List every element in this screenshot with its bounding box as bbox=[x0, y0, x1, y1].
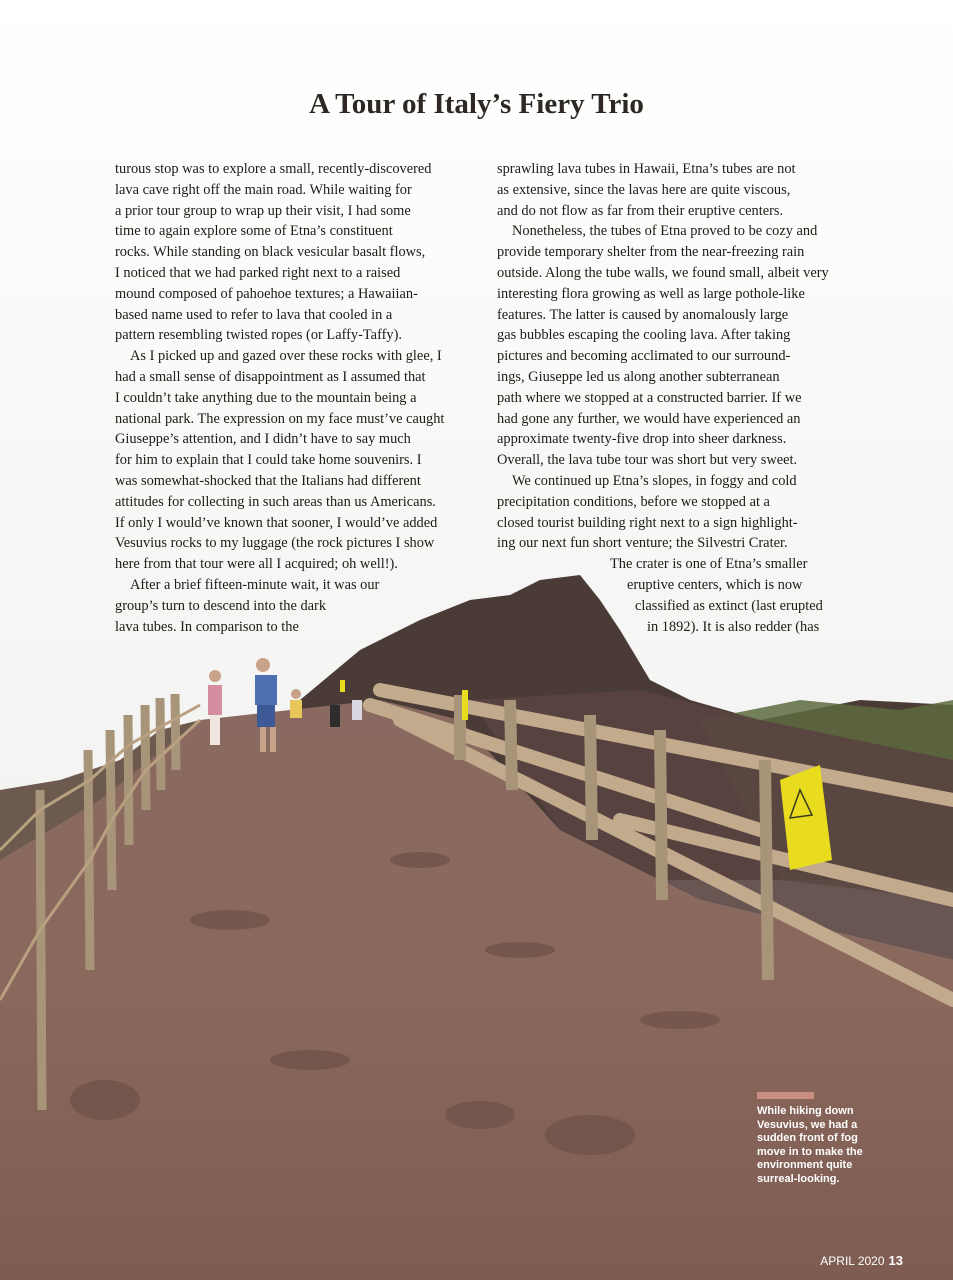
page-number: 13 bbox=[888, 1253, 903, 1268]
text-line: time to again explore some of Etna’s constituent bbox=[115, 223, 393, 240]
article-column-left bbox=[115, 159, 485, 637]
text-line: based name used to refer to lava that cooled in a bbox=[115, 306, 393, 323]
text-line: national park. The expression on my face must’ve caught bbox=[115, 410, 445, 427]
text-line: classified as extinct (last erupted bbox=[635, 597, 823, 614]
text-line: If only I would’ve known that sooner, I would’ve added bbox=[115, 514, 438, 531]
text-line: as extensive, since the lavas here are quite viscous, bbox=[497, 181, 791, 198]
text-line: interesting flora growing as well as large pothole-like bbox=[497, 285, 805, 302]
text-line: Overall, the lava tube tour was short but very sweet. bbox=[497, 452, 798, 469]
text-line: features. The latter is caused by anomalously large bbox=[497, 306, 789, 323]
text-line: a prior tour group to wrap up their visit, I had some bbox=[115, 202, 411, 219]
text-line: here from that tour were all I acquired; oh well!). bbox=[115, 556, 398, 573]
text-line: for him to explain that I could take home souvenirs. I bbox=[115, 452, 422, 469]
text-line: lava tubes. In comparison to the bbox=[115, 618, 299, 635]
text-line: gas bubbles escaping the cooling lava. After taking bbox=[497, 327, 791, 344]
text-line: I noticed that we had parked right next to a raised bbox=[115, 264, 401, 281]
text-line: pictures and becoming acclimated to our surround- bbox=[497, 348, 791, 365]
text-line: turous stop was to explore a small, recently-discovered bbox=[115, 161, 432, 177]
text-line: and do not flow as far from their eruptive centers. bbox=[497, 202, 784, 219]
text-line: We continued up Etna’s slopes, in foggy and cold bbox=[512, 472, 797, 489]
text-line: in 1892). It is also redder (has bbox=[647, 618, 820, 635]
text-line: outside. Along the tube walls, we found small, albeit very bbox=[497, 264, 829, 281]
text-line: group’s turn to descend into the dark bbox=[115, 597, 327, 614]
text-line: had a small sense of disappointment as I assumed that bbox=[115, 368, 426, 385]
text-line: attitudes for collecting in such areas than us Americans. bbox=[115, 493, 436, 510]
text-line: rocks. While standing on black vesicular basalt flows, bbox=[115, 244, 426, 261]
text-line: ing our next fun short venture; the Silvestri Crater. bbox=[497, 535, 788, 552]
text-line: As I picked up and gazed over these rocks with glee, I bbox=[130, 348, 442, 365]
text-line: After a brief fifteen-minute wait, it was our bbox=[130, 576, 380, 593]
text-line: provide temporary shelter from the near-freezing rain bbox=[497, 244, 805, 261]
text-line: pattern resembling twisted ropes (or Laffy-Taffy). bbox=[115, 327, 402, 344]
text-line: closed tourist building right next to a sign highlight- bbox=[497, 514, 798, 531]
page-footer bbox=[820, 1253, 903, 1268]
text-line: path where we stopped at a constructed barrier. If we bbox=[497, 389, 802, 406]
text-line: Vesuvius rocks to my luggage (the rock pictures I show bbox=[115, 535, 435, 552]
text-line: approximate twenty-five drop into sheer darkness. bbox=[497, 431, 787, 448]
issue-date: APRIL 2020 bbox=[820, 1254, 885, 1268]
text-line: had gone any further, we would have experienced an bbox=[497, 410, 801, 427]
text-line: eruptive centers, which is now bbox=[627, 576, 803, 593]
article-column-right bbox=[497, 159, 869, 637]
text-line: Nonetheless, the tubes of Etna proved to be cozy and bbox=[512, 223, 818, 240]
text-line: sprawling lava tubes in Hawaii, Etna’s tubes are not bbox=[497, 161, 796, 177]
text-line: precipitation conditions, before we stopped at a bbox=[497, 493, 770, 510]
text-line: The crater is one of Etna’s smaller bbox=[610, 556, 808, 573]
article-title: A Tour of Italy’s Fiery Trio bbox=[309, 88, 644, 120]
caption-accent-bar bbox=[757, 1092, 814, 1099]
photo-caption: While hiking down Vesuvius, we had a sudden front of fog move in to make the environment quite surreal-looking. bbox=[757, 1105, 863, 1185]
text-line: Giuseppe’s attention, and I didn’t have to say much bbox=[115, 431, 411, 448]
text-line: I couldn’t take anything due to the mountain being a bbox=[115, 389, 417, 406]
text-line: lava cave right off the main road. While waiting for bbox=[115, 181, 412, 198]
text-line: mound composed of pahoehoe textures; a Hawaiian- bbox=[115, 285, 418, 302]
text-line: was somewhat-shocked that the Italians had different bbox=[115, 472, 421, 489]
text-line: ings, Giuseppe led us along another subterranean bbox=[497, 368, 780, 385]
